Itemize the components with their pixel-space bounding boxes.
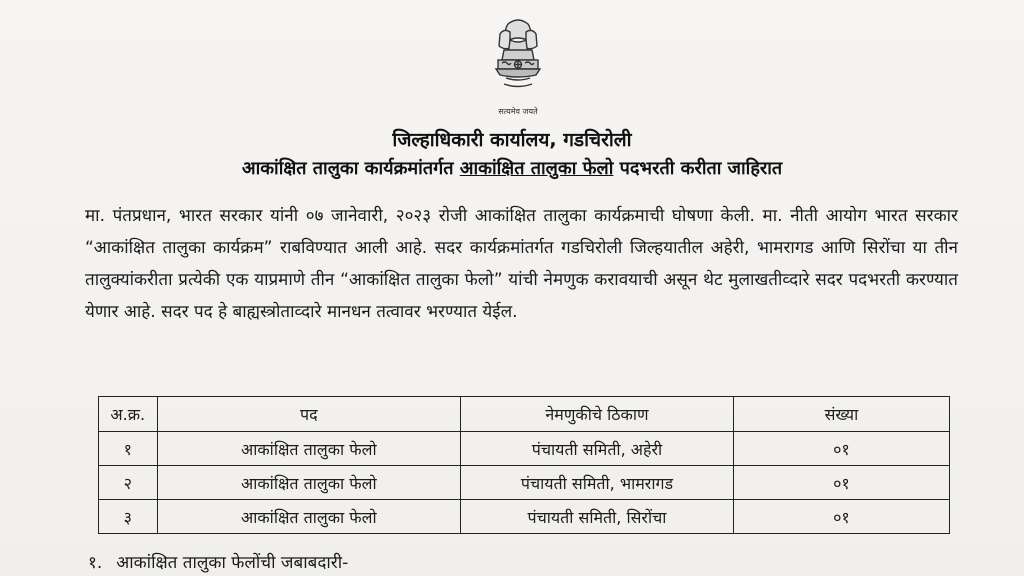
cell-sr: २: [99, 466, 158, 500]
table-header-row: [99, 397, 950, 432]
emblem: [486, 14, 550, 118]
table-row: [99, 500, 950, 534]
ashoka-emblem-icon: [486, 14, 550, 106]
emblem-motto: सत्यमेव जयते: [498, 107, 538, 116]
title-pre: आकांक्षित तालुका कार्यक्रमांतर्गत: [241, 158, 460, 179]
cell-count: ०१: [733, 500, 949, 534]
cell-sr: १: [99, 432, 158, 466]
cell-post: आकांक्षित तालुका फेलो: [157, 466, 461, 500]
advertisement-title: [0, 156, 1024, 180]
office-heading: जिल्हाधिकारी कार्यालय, गडचिरोली: [392, 129, 632, 151]
table-row: [99, 466, 950, 500]
title-post: पदभरती करीता जाहिरात: [613, 158, 783, 179]
header-count: संख्या: [733, 397, 949, 432]
posts-table: [98, 396, 950, 534]
header-post: पद: [157, 397, 461, 432]
cell-place: पंचायती समिती, सिरोंचा: [461, 500, 734, 534]
cell-post: आकांक्षित तालुका फेलो: [157, 500, 461, 534]
header-sr: अ.क्र.: [99, 397, 158, 432]
cell-place: पंचायती समिती, भामरागड: [461, 466, 734, 500]
intro-paragraph: मा. पंतप्रधान, भारत सरकार यांनी ०७ जानेवारी, २०२३ रोजी आकांक्षित तालुका कार्यक्रमाची घोषणा केली. मा. नीती आयोग भारत सरकार “आकांक्षित तालुका कार्यक्रम” राबविण्यात आली आहे. सदर कार्यक्रमांतर्गत गडचिरोली जिल्हयातील अहेरी, भामरागड आणि सिरोंचा या तीन तालुक्यांकरीता प्रत्येकी एक याप्रमाणे तीन “आकांक्षित तालुका फेलो” यांची नेमणुक करावयाची असून थेट मुलाखतीव्दारे सदर पदभरती करण्यात येणार आहे. सदर पद हे बाह्यस्त्रोताव्दारे मानधन तत्वावर भरण्यात येईल.: [85, 206, 958, 322]
table-row: [99, 432, 950, 466]
section-title: आकांक्षित तालुका फेलोंची जबाबदारी-: [116, 553, 349, 573]
header-place: नेमणुकीचे ठिकाण: [461, 397, 734, 432]
cell-sr: ३: [99, 500, 158, 534]
title-underlined: आकांक्षित तालुका फेलो: [459, 158, 614, 179]
cell-count: ०१: [733, 432, 949, 466]
section-heading: [88, 550, 348, 573]
section-number: १.: [88, 553, 103, 573]
cell-place: पंचायती समिती, अहेरी: [461, 432, 734, 466]
cell-count: ०१: [733, 466, 949, 500]
cell-post: आकांक्षित तालुका फेलो: [157, 432, 461, 466]
